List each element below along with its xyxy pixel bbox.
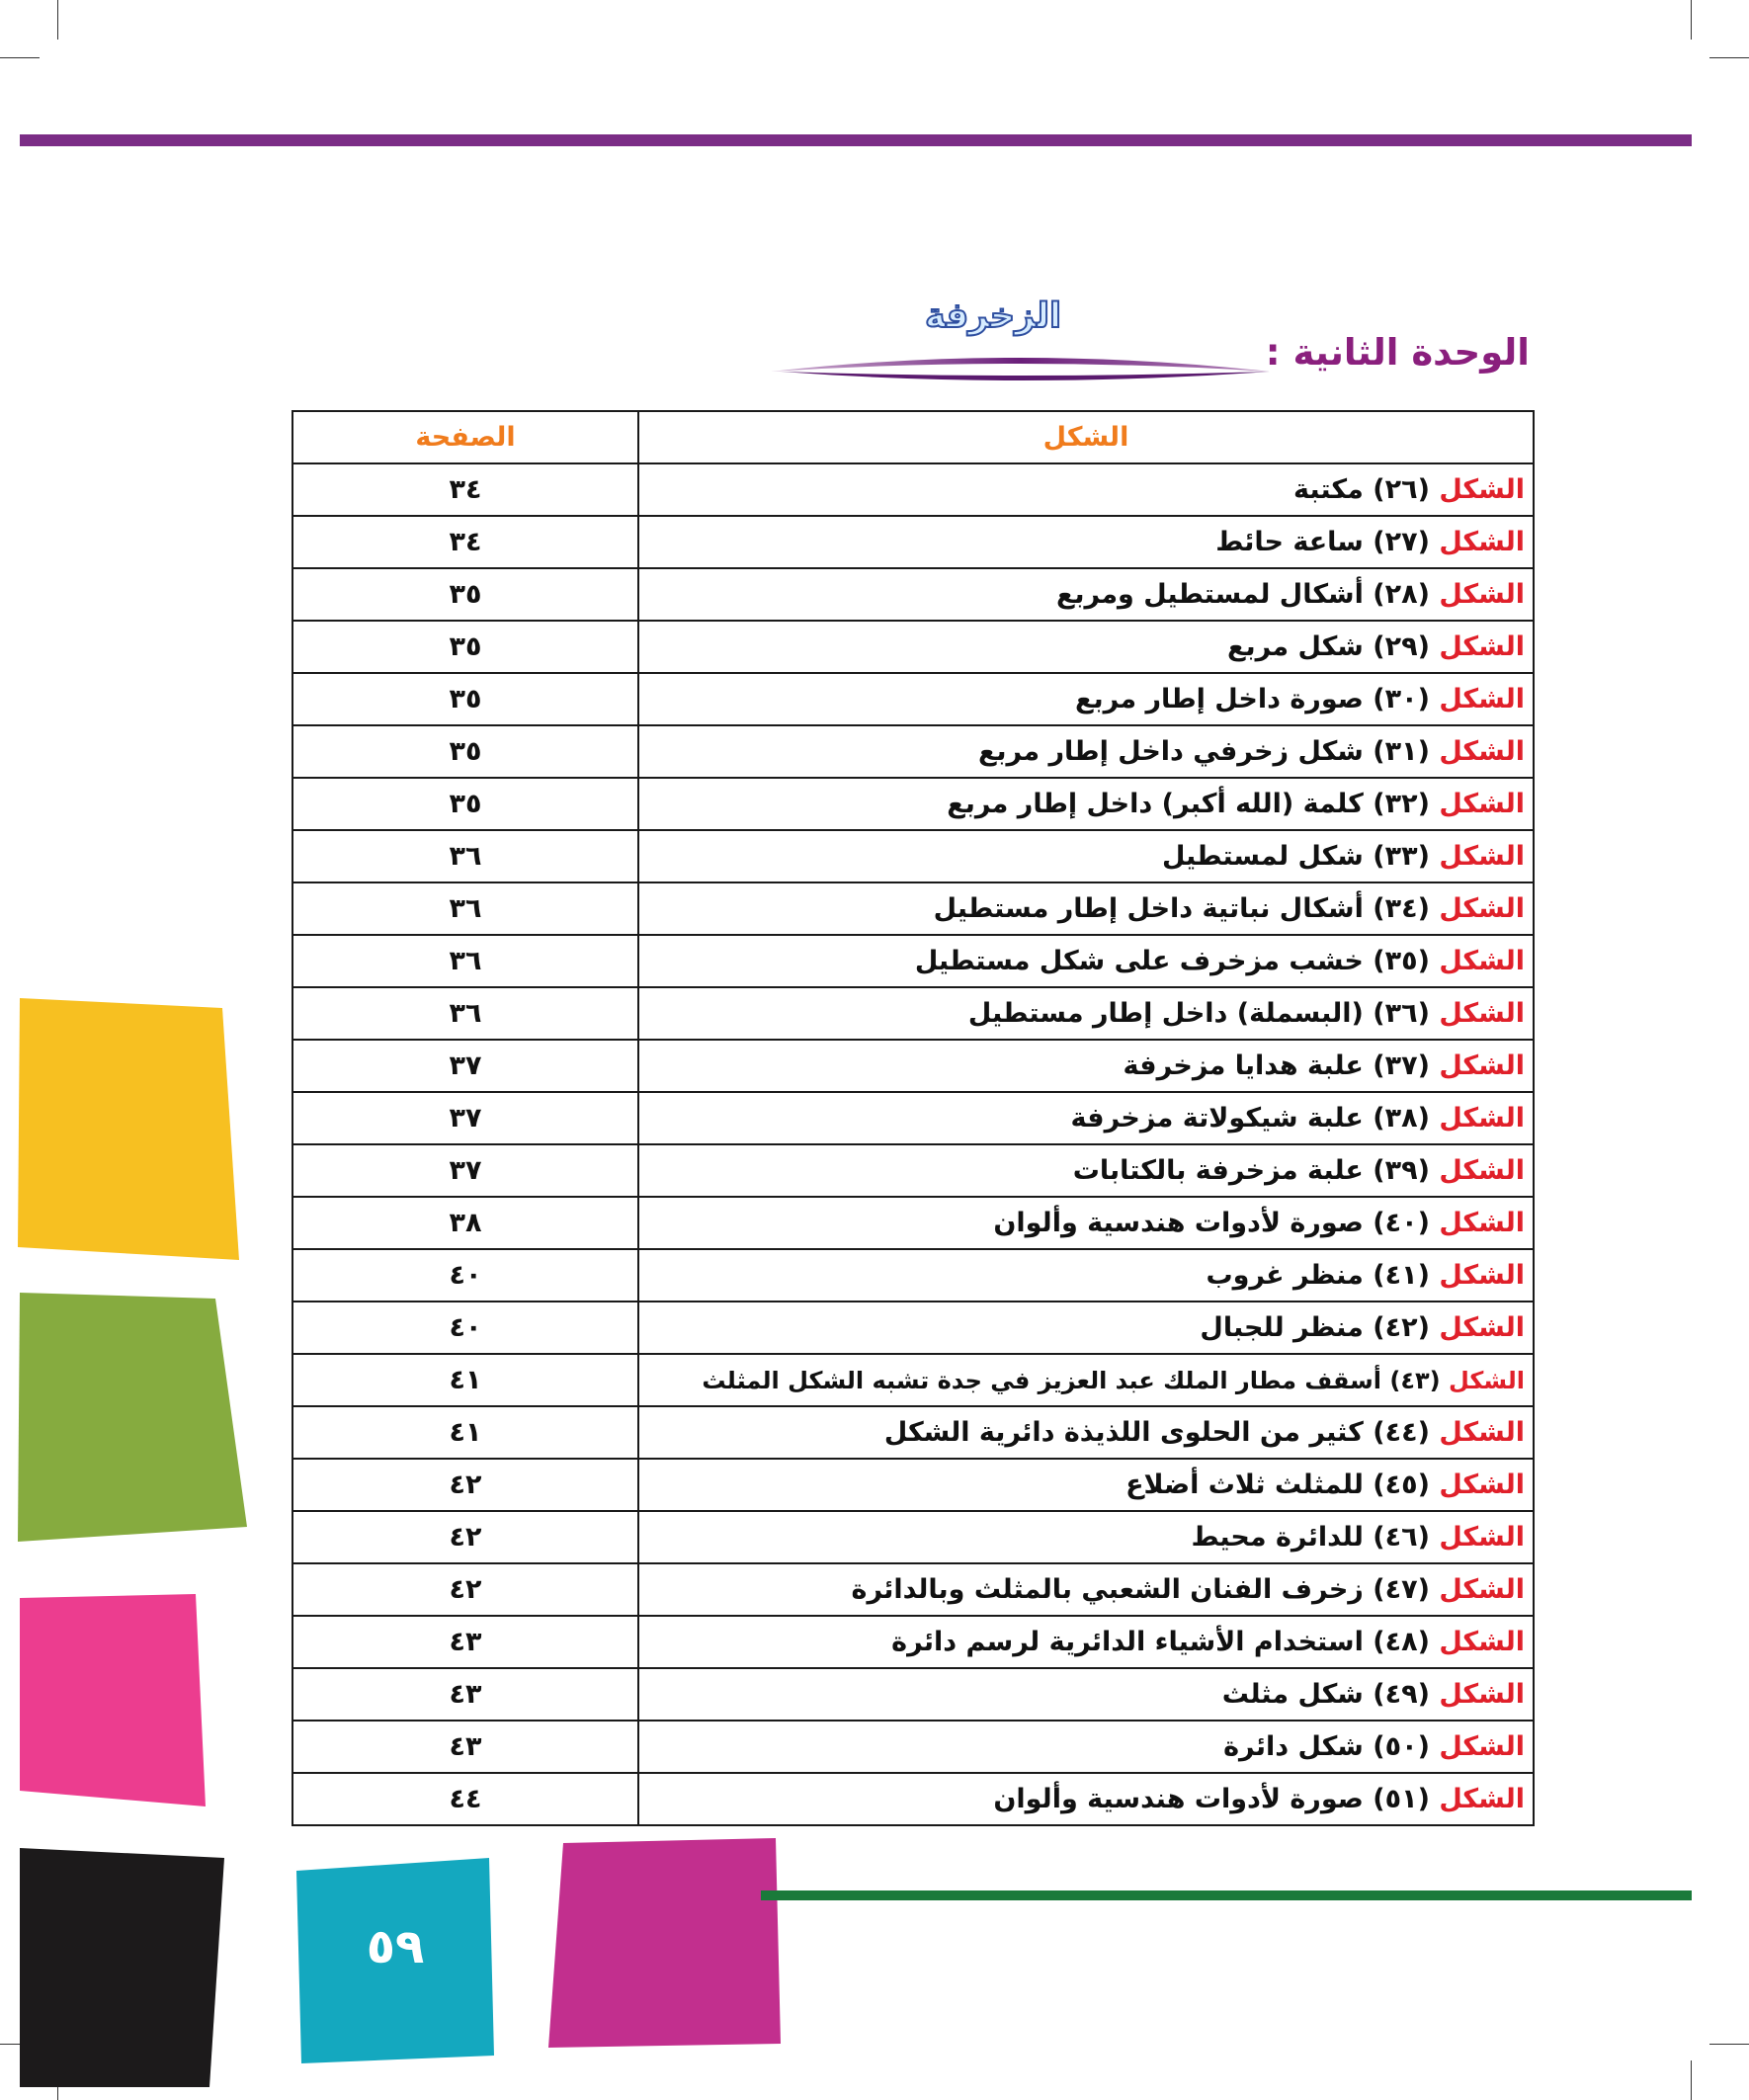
subject-logo: الزخرفة bbox=[925, 296, 1062, 336]
figure-number: (٣٥) bbox=[1373, 946, 1430, 976]
figure-title: استخدام الأشياء الدائرية لرسم دائرة bbox=[891, 1627, 1364, 1657]
figure-label: الشكل bbox=[1439, 1627, 1525, 1657]
magenta-block-shape bbox=[548, 1838, 781, 2048]
figure-label: الشكل bbox=[1439, 579, 1525, 610]
pink-block-shape bbox=[20, 1594, 206, 1806]
figure-number: (٢٨) bbox=[1373, 579, 1430, 610]
figure-number: (٣١) bbox=[1373, 736, 1430, 767]
figure-label: الشكل bbox=[1439, 1784, 1525, 1814]
figure-label: الشكل bbox=[1439, 946, 1525, 976]
page-cell: ٤٠ bbox=[292, 1249, 638, 1302]
figure-number: (٤٠) bbox=[1373, 1208, 1430, 1238]
page-cell: ٣٥ bbox=[292, 621, 638, 673]
page-cell: ٣٥ bbox=[292, 568, 638, 621]
figure-title: صورة داخل إطار مربع bbox=[1075, 684, 1364, 714]
figure-title: (البسملة) داخل إطار مستطيل bbox=[967, 998, 1364, 1029]
page-cell: ٣٦ bbox=[292, 935, 638, 987]
figure-title: أشكال لمستطيل ومربع bbox=[1055, 579, 1364, 610]
page-cell: ٣٦ bbox=[292, 882, 638, 935]
page-cell: ٣٧ bbox=[292, 1092, 638, 1144]
figure-number: (٢٦) bbox=[1373, 474, 1430, 505]
figure-label: الشكل bbox=[1439, 1679, 1525, 1710]
figure-label: الشكل bbox=[1439, 474, 1525, 505]
figure-number: (٥٠) bbox=[1373, 1731, 1430, 1762]
figure-number: (٢٩) bbox=[1373, 631, 1430, 662]
page-cell: ٤٠ bbox=[292, 1302, 638, 1354]
figure-number: (٤٧) bbox=[1373, 1574, 1430, 1605]
figure-number: (٤٨) bbox=[1373, 1627, 1430, 1657]
figure-label: الشكل bbox=[1439, 1470, 1525, 1500]
figure-label: الشكل bbox=[1439, 1050, 1525, 1081]
page-cell: ٣٦ bbox=[292, 830, 638, 882]
figure-title: علبة شيكولاتة مزخرفة bbox=[1070, 1103, 1364, 1134]
figure-title: ساعة حائط bbox=[1215, 527, 1364, 557]
figure-title: كثير من الحلوى اللذيذة دائرية الشكل bbox=[883, 1417, 1364, 1448]
page-column-header: الصفحة bbox=[292, 411, 638, 463]
figure-title: شكل زخرفي داخل إطار مربع bbox=[977, 736, 1364, 767]
page-cell: ٣٨ bbox=[292, 1197, 638, 1249]
figure-number: (٤٤) bbox=[1373, 1417, 1430, 1448]
figure-title: شكل دائرة bbox=[1223, 1731, 1364, 1762]
figure-title: أشكال نباتية داخل إطار مستطيل bbox=[933, 893, 1364, 924]
page-cell: ٣٤ bbox=[292, 463, 638, 516]
olive-block-shape bbox=[18, 1293, 247, 1542]
figure-number: (٤٦) bbox=[1373, 1522, 1430, 1553]
figure-number: (٣٦) bbox=[1373, 998, 1430, 1029]
figure-title: صورة لأدوات هندسية وألوان bbox=[993, 1208, 1364, 1238]
figure-title: كلمة (الله أكبر) داخل إطار مربع bbox=[947, 789, 1364, 819]
figure-title: صورة لأدوات هندسية وألوان bbox=[993, 1784, 1364, 1814]
figure-label: الشكل bbox=[1439, 1574, 1525, 1605]
figure-title: خشب مزخرف على شكل مستطيل bbox=[914, 946, 1364, 976]
figure-number: (٢٧) bbox=[1373, 527, 1430, 557]
page-cell: ٤٢ bbox=[292, 1459, 638, 1511]
figure-title: شكل مثلث bbox=[1221, 1679, 1364, 1710]
figure-title: علبة مزخرفة بالكتابات bbox=[1072, 1155, 1364, 1186]
page-cell: ٤٢ bbox=[292, 1563, 638, 1616]
page-cell: ٤٣ bbox=[292, 1616, 638, 1668]
figure-number: (٤٣) bbox=[1389, 1366, 1441, 1394]
page-cell: ٣٧ bbox=[292, 1144, 638, 1197]
figure-number: (٥١) bbox=[1373, 1784, 1430, 1814]
figure-title: زخرف الفنان الشعبي بالمثلث وبالدائرة bbox=[851, 1574, 1364, 1605]
figure-label: الشكل bbox=[1439, 1522, 1525, 1553]
figure-number: (٤٢) bbox=[1373, 1312, 1430, 1343]
page-cell: ٣٤ bbox=[292, 516, 638, 568]
figure-label: الشكل bbox=[1439, 1155, 1525, 1186]
bottom-rule bbox=[761, 1890, 1692, 1900]
page-cell: ٣٦ bbox=[292, 987, 638, 1040]
black-block-shape bbox=[20, 1848, 224, 2087]
figure-label: الشكل bbox=[1439, 684, 1525, 714]
unit-title: الوحدة الثانية : bbox=[1265, 331, 1530, 374]
figure-title: للمثلث ثلاث أضلاع bbox=[1125, 1470, 1364, 1500]
page-cell: ٤٤ bbox=[292, 1773, 638, 1825]
figure-number: (٤٥) bbox=[1373, 1470, 1430, 1500]
figure-label: الشكل bbox=[1439, 527, 1525, 557]
figure-label: الشكل bbox=[1439, 1731, 1525, 1762]
figure-number: (٣٢) bbox=[1373, 789, 1430, 819]
figure-column-header: الشكل bbox=[638, 411, 1534, 463]
figure-label: الشكل bbox=[1439, 736, 1525, 767]
page-number: ٥٩ bbox=[366, 1919, 425, 1974]
figure-number: (٣٩) bbox=[1373, 1155, 1430, 1186]
figure-number: (٤١) bbox=[1373, 1260, 1430, 1291]
figure-label: الشكل bbox=[1448, 1366, 1525, 1394]
figure-number: (٣٣) bbox=[1373, 841, 1430, 872]
figure-number: (٣٠) bbox=[1373, 684, 1430, 714]
page-cell: ٣٧ bbox=[292, 1040, 638, 1092]
page-cell: ٤٣ bbox=[292, 1721, 638, 1773]
page-cell: ٣٥ bbox=[292, 673, 638, 725]
figure-label: الشكل bbox=[1439, 789, 1525, 819]
figure-title: أسقف مطار الملك عبد العزيز في جدة تشبه الشكل المثلث bbox=[702, 1366, 1381, 1394]
figure-label: الشكل bbox=[1439, 841, 1525, 872]
figure-number: (٤٩) bbox=[1373, 1679, 1430, 1710]
figure-label: الشكل bbox=[1439, 893, 1525, 924]
page-cell: ٤١ bbox=[292, 1406, 638, 1459]
figure-title: للدائرة محيط bbox=[1191, 1522, 1364, 1553]
figure-number: (٣٤) bbox=[1373, 893, 1430, 924]
figure-title: شكل لمستطيل bbox=[1161, 841, 1364, 872]
yellow-block-shape bbox=[18, 998, 239, 1260]
figure-label: الشكل bbox=[1439, 1312, 1525, 1343]
figure-label: الشكل bbox=[1439, 1208, 1525, 1238]
figure-label: الشكل bbox=[1439, 998, 1525, 1029]
figure-label: الشكل bbox=[1439, 1103, 1525, 1134]
figure-number: (٣٧) bbox=[1373, 1050, 1430, 1081]
figure-label: الشكل bbox=[1439, 1260, 1525, 1291]
figure-title: شكل مربع bbox=[1227, 631, 1364, 662]
figure-title: علبة هدايا مزخرفة bbox=[1123, 1050, 1364, 1081]
figure-label: الشكل bbox=[1439, 1417, 1525, 1448]
page-cell: ٣٥ bbox=[292, 725, 638, 778]
page-cell: ٤١ bbox=[292, 1354, 638, 1406]
page-cell: ٤٣ bbox=[292, 1668, 638, 1721]
page-cell: ٣٥ bbox=[292, 778, 638, 830]
figure-label: الشكل bbox=[1439, 631, 1525, 662]
figure-number: (٣٨) bbox=[1373, 1103, 1430, 1134]
figure-title: منظر للجبال bbox=[1200, 1312, 1364, 1343]
figure-title: منظر غروب bbox=[1206, 1260, 1364, 1291]
figure-title: مكتبة bbox=[1293, 474, 1364, 505]
page-cell: ٤٢ bbox=[292, 1511, 638, 1563]
